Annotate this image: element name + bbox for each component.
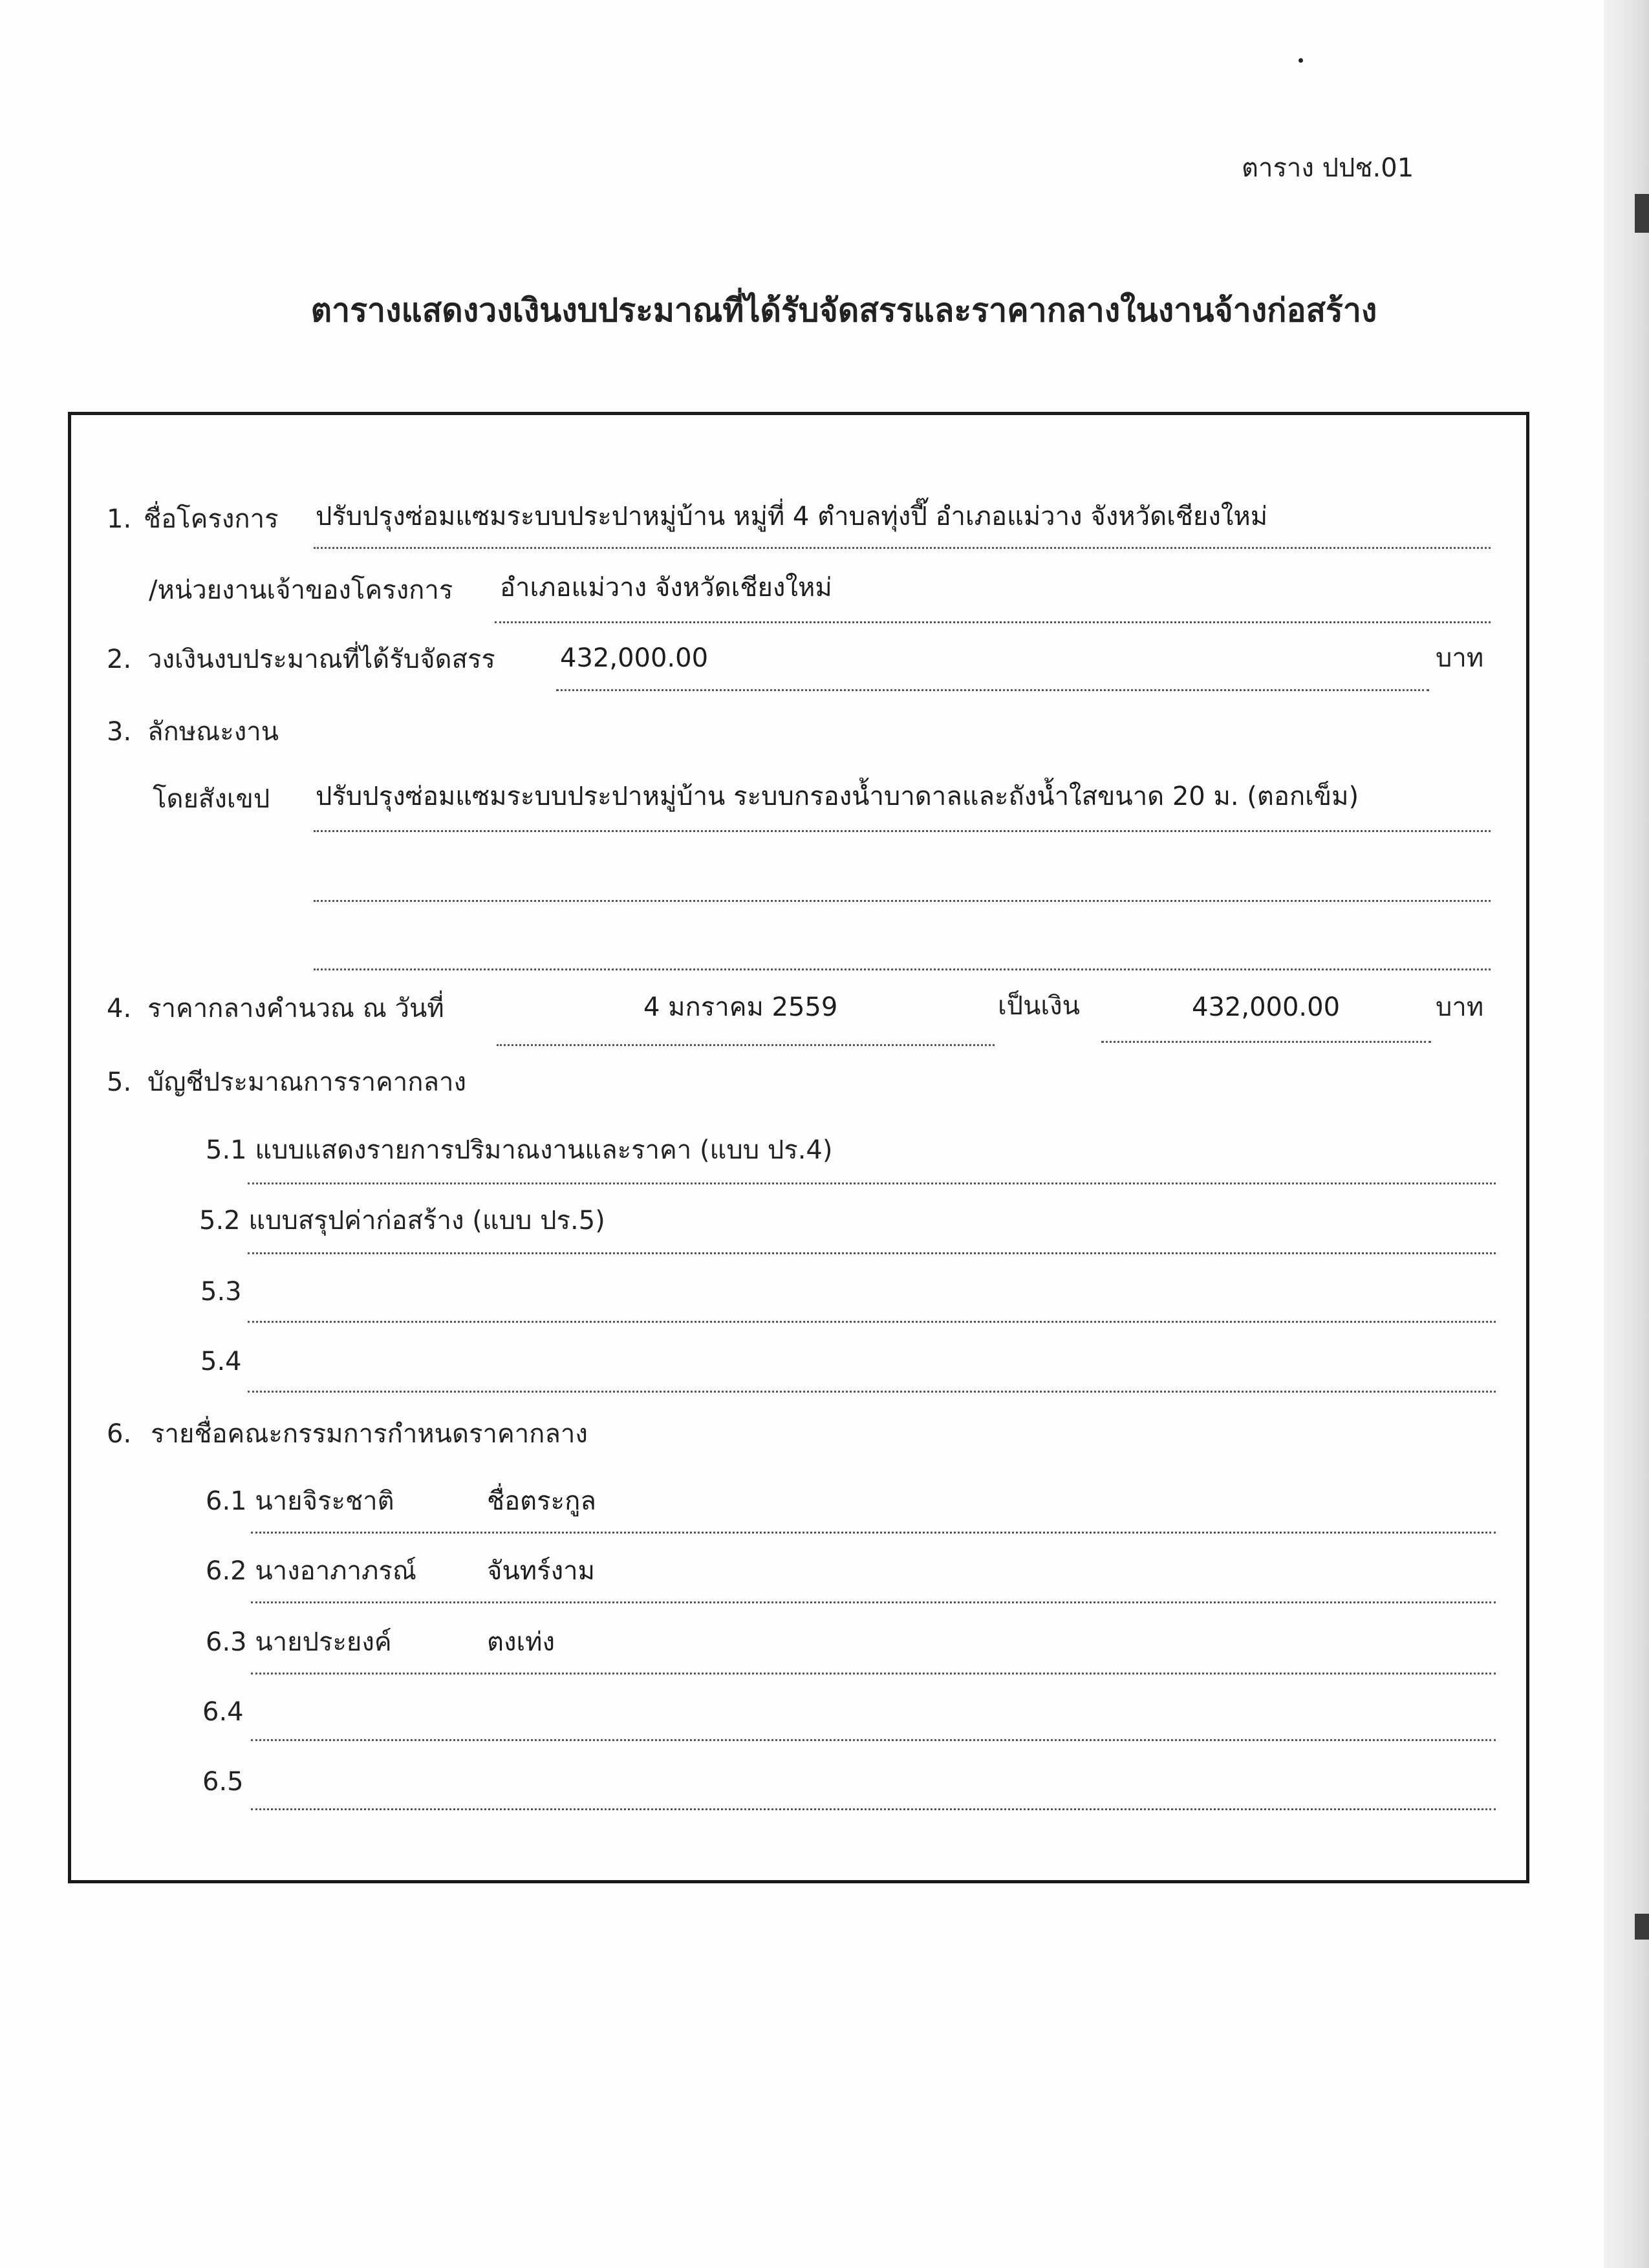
item2-number: 2. xyxy=(107,645,132,674)
item5-sub-4-line xyxy=(248,1391,1496,1393)
median-price-line xyxy=(1101,1041,1431,1043)
item5-sub-1: 5.1 แบบแสดงรายการปริมาณงานและราคา (แบบ ปร.4) xyxy=(206,1135,833,1165)
item5-sub-4: 5.4 xyxy=(200,1347,242,1376)
item6-label: รายชื่อคณะกรรมการกำหนดราคากลาง xyxy=(151,1419,588,1449)
summary-label: โดยสังเขป xyxy=(153,784,270,814)
median-price-value: 432,000.00 xyxy=(1192,992,1341,1022)
budget-value: 432,000.00 xyxy=(560,643,709,673)
owner-value: อำเภอแม่วาง จังหวัดเชียงใหม่ xyxy=(500,573,832,603)
committee-member-3-surname: ตงเท่ง xyxy=(487,1627,555,1657)
committee-member-2: 6.2 นางอาภาภรณ์ xyxy=(206,1556,416,1586)
committee-member-2-surname: จันทร์งาม xyxy=(487,1556,595,1586)
committee-member-1: 6.1 นายจิระชาติ xyxy=(206,1486,394,1516)
item4-label: ราคากลางคำนวณ ณ วันที่ xyxy=(147,994,444,1023)
committee-member-4: 6.4 xyxy=(202,1697,244,1727)
median-price-unit: บาท xyxy=(1436,992,1484,1022)
item1-number: 1. xyxy=(107,504,132,534)
budget-line xyxy=(556,689,1429,691)
item5-sub-2: 5.2 แบบสรุปค่าก่อสร้าง (แบบ ปร.5) xyxy=(199,1206,605,1236)
amount-label: เป็นเงิน xyxy=(998,991,1080,1021)
item6-number: 6. xyxy=(107,1419,132,1449)
item5-label: บัญชีประมาณการราคากลาง xyxy=(147,1067,466,1097)
budget-unit: บาท xyxy=(1436,643,1484,673)
item5-sub-1-line xyxy=(248,1182,1496,1184)
owner-label: /หน่วยงานเจ้าของโครงการ xyxy=(149,575,453,605)
committee-member-1-line xyxy=(251,1532,1496,1534)
committee-member-5: 6.5 xyxy=(202,1767,244,1797)
price-date-line xyxy=(497,1044,995,1046)
project-name-line xyxy=(314,547,1491,549)
owner-line xyxy=(495,621,1491,623)
item5-sub-3-line xyxy=(248,1321,1496,1323)
item3-label: ลักษณะงาน xyxy=(147,717,279,747)
committee-member-5-line xyxy=(251,1808,1496,1810)
work-summary-line-2 xyxy=(314,900,1491,902)
item2-label: วงเงินงบประมาณที่ได้รับจัดสรร xyxy=(147,645,495,674)
item3-number: 3. xyxy=(107,717,132,747)
document-title: ตารางแสดงวงเงินงบประมาณที่ได้รับจัดสรรและราคากลางในงานจ้างก่อสร้าง xyxy=(310,292,1377,329)
committee-member-2-line xyxy=(251,1601,1496,1603)
item1-label: ชื่อโครงการ xyxy=(144,504,279,534)
scan-edge-mark xyxy=(1635,194,1649,233)
scan-edge-mark xyxy=(1635,1914,1649,1940)
project-name-value: ปรับปรุงซ่อมแซมระบบประปาหมู่บ้าน หมู่ที่ 4 ตำบลทุ่งปี๊ อำเภอแม่วาง จังหวัดเชียงใหม่ xyxy=(316,502,1268,531)
form-code: ตาราง ปปช.01 xyxy=(1242,153,1414,183)
committee-member-1-surname: ชื่อตระกูล xyxy=(487,1486,596,1516)
work-summary-line xyxy=(314,830,1491,832)
item5-sub-2-line xyxy=(248,1252,1496,1254)
committee-member-4-line xyxy=(251,1739,1496,1741)
committee-member-3-line xyxy=(251,1673,1496,1674)
work-summary-value: ปรับปรุงซ่อมแซมระบบประปาหมู่บ้าน ระบบกรองน้ำบาดาลและถังน้ำใสขนาด 20 ม. (ตอกเข็ม) xyxy=(316,782,1359,811)
scan-speck xyxy=(1299,58,1303,63)
committee-member-3: 6.3 นายประยงค์ xyxy=(206,1627,392,1657)
item5-sub-3: 5.3 xyxy=(200,1277,242,1307)
item4-number: 4. xyxy=(107,994,132,1023)
work-summary-line-3 xyxy=(314,968,1491,970)
price-date-value: 4 มกราคม 2559 xyxy=(643,992,838,1022)
item5-number: 5. xyxy=(107,1067,132,1097)
